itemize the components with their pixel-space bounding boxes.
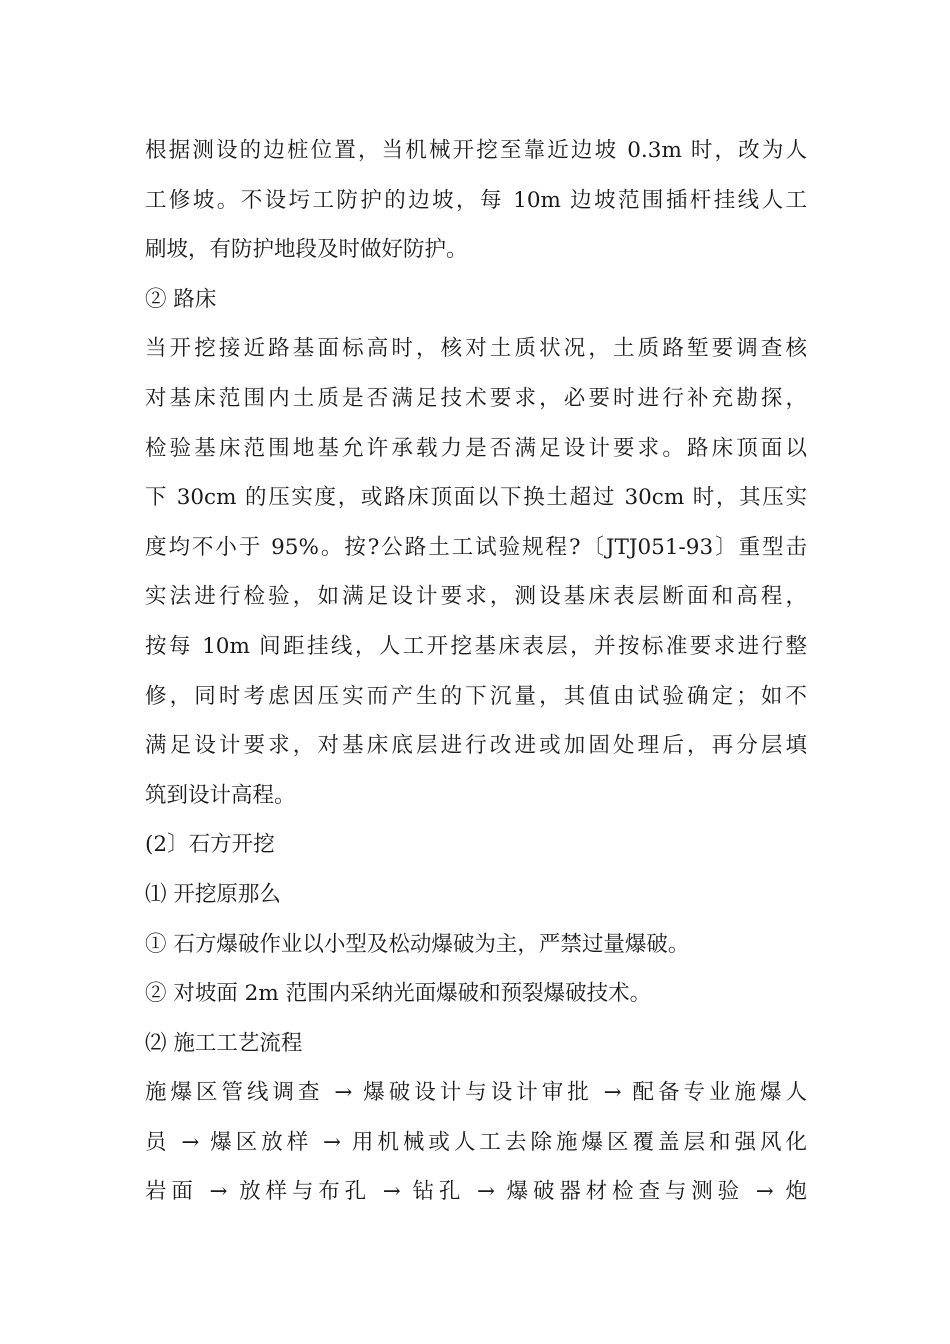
text-line: 满足设计要求，对基床底层进行改进或加固处理后，再分层填 [145, 733, 807, 759]
text-line: 筑到设计高程。 [145, 782, 296, 808]
heading-construction-process [145, 1019, 807, 1069]
text-line: 员 → 爆区放样 → 用机械或人工去除施爆区覆盖层和强风化 [145, 1129, 807, 1155]
document-body [145, 126, 807, 1217]
text-line: (2〕石方开挖 [145, 832, 275, 858]
list-item-smooth-blasting [145, 969, 807, 1019]
heading-rock-excavation [145, 820, 807, 870]
text-line: ⑵ 施工工艺流程 [145, 1030, 303, 1056]
heading-subgrade-bed [145, 275, 807, 325]
paragraph-slope-trimming [145, 126, 807, 275]
text-line: ① 石方爆破作业以小型及松动爆破为主，严禁过量爆破。 [145, 931, 690, 957]
text-line: 刷坡，有防护地段及时做好防护。 [145, 237, 468, 263]
text-line: 按每 10m 间距挂线，人工开挖基床表层，并按标准要求进行整 [145, 633, 807, 659]
text-line: 根据测设的边桩位置，当机械开挖至靠近边坡 0.3m 时，改为人 [145, 138, 807, 163]
text-line: 检验基床范围地基允许承载力是否满足设计要求。路床顶面以 [145, 435, 807, 461]
text-line: 施爆区管线调查 → 爆破设计与设计审批 → 配备专业施爆人 [145, 1080, 807, 1106]
text-line: 对基床范围内土质是否满足技术要求，必要时进行补充勘探， [145, 385, 807, 411]
text-line: 下 30cm 的压实度，或路床顶面以下换土超过 30cm 时，其压实 [145, 485, 807, 511]
text-line: 工修坡。不设圬工防护的边坡，每 10m 边坡范围插杆挂线人工 [145, 187, 807, 213]
list-item-blasting-scale [145, 920, 807, 970]
text-line: 岩面 → 放样与布孔 → 钻孔 → 爆破器材检查与测验 → 炮 [145, 1179, 807, 1205]
text-line: ② 路床 [145, 286, 217, 312]
text-line: ⑴ 开挖原那么 [145, 881, 281, 907]
text-line: 度均不小于 95%。按?公路土工试验规程?〔JTJ051-93〕重型击 [145, 534, 807, 560]
heading-excavation-principles [145, 870, 807, 920]
text-line: 修，同时考虑因压实而产生的下沉量，其值由试验确定；如不 [145, 683, 807, 709]
paragraph-process-flow [145, 1068, 807, 1217]
text-line: ② 对坡面 2m 范围内采纳光面爆破和预裂爆破技术。 [145, 981, 652, 1007]
paragraph-subgrade-bed [145, 324, 807, 820]
text-line: 当开挖接近路基面标高时，核对土质状况，土质路堑要调查核 [145, 336, 807, 362]
text-line: 实法进行检验，如满足设计要求，测设基床表层断面和高程， [145, 584, 807, 610]
